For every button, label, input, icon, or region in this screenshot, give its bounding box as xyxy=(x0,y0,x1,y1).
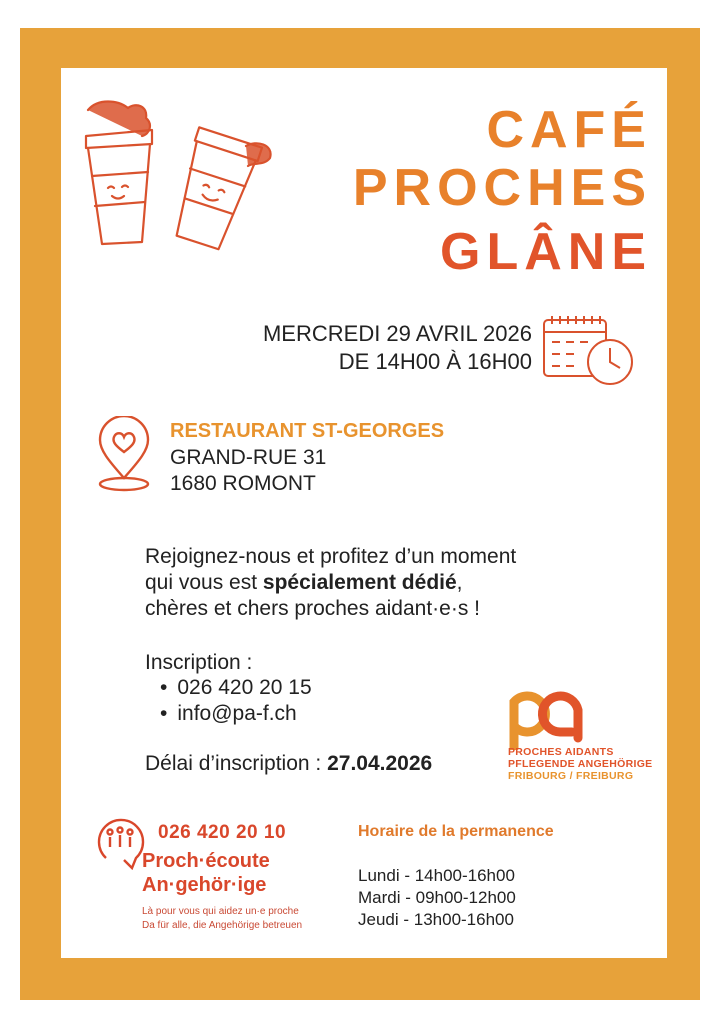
proch-ecoute-name-de: An·gehör·ige xyxy=(142,874,267,896)
permanence-title: Horaire de la permanence xyxy=(358,823,554,840)
event-time: DE 14H00 À 16H00 xyxy=(338,349,532,374)
speech-people-icon xyxy=(92,814,148,870)
message-line-2: qui vous est spécialement dédié, xyxy=(145,571,463,594)
title-line-cafe: CAFÉ xyxy=(486,101,652,159)
title-line-glane: GLÂNE xyxy=(440,223,652,281)
title-line-proches: PROCHES xyxy=(352,159,652,217)
proch-ecoute-phone[interactable]: 026 420 20 10 xyxy=(158,822,287,843)
venue-name: RESTAURANT ST-GEORGES xyxy=(170,420,445,442)
coffee-cups-illustration xyxy=(78,96,278,252)
pa-logo-line-1: PROCHES AIDANTS xyxy=(508,746,614,758)
permanence-thursday: Jeudi - 13h00-16h00 xyxy=(358,910,514,929)
inscription-phone[interactable]: • 026 420 20 15 xyxy=(160,676,312,700)
calendar-clock-icon xyxy=(540,312,636,388)
registration-deadline: Délai d’inscription : 27.04.2026 xyxy=(145,752,433,775)
inscription-label: Inscription : xyxy=(145,651,253,674)
message-line-1: Rejoignez-nous et profitez d’un moment xyxy=(145,545,517,568)
location-heart-icon xyxy=(94,416,154,494)
pa-logo-mark xyxy=(502,680,592,750)
permanence-monday: Lundi - 14h00-16h00 xyxy=(358,866,515,885)
proch-ecoute-sub-de: Da für alle, die Angehörige betreuen xyxy=(142,920,303,931)
event-date: MERCREDI 29 AVRIL 2026 xyxy=(262,321,532,346)
venue-city: 1680 ROMONT xyxy=(170,472,316,495)
venue-street: GRAND-RUE 31 xyxy=(170,446,327,469)
permanence-tuesday: Mardi - 09h00-12h00 xyxy=(358,888,516,907)
pa-logo-line-3: FRIBOURG / FREIBURG xyxy=(508,770,634,782)
pa-logo-line-2: PFLEGENDE ANGEHÖRIGE xyxy=(508,758,653,770)
inscription-email[interactable]: • info@pa-f.ch xyxy=(160,702,297,726)
proch-ecoute-name-fr: Proch·écoute xyxy=(142,850,270,872)
proch-ecoute-sub-fr: Là pour vous qui aidez un·e proche xyxy=(142,906,299,917)
message-line-3: chères et chers proches aidant·e·s ! xyxy=(145,597,480,620)
